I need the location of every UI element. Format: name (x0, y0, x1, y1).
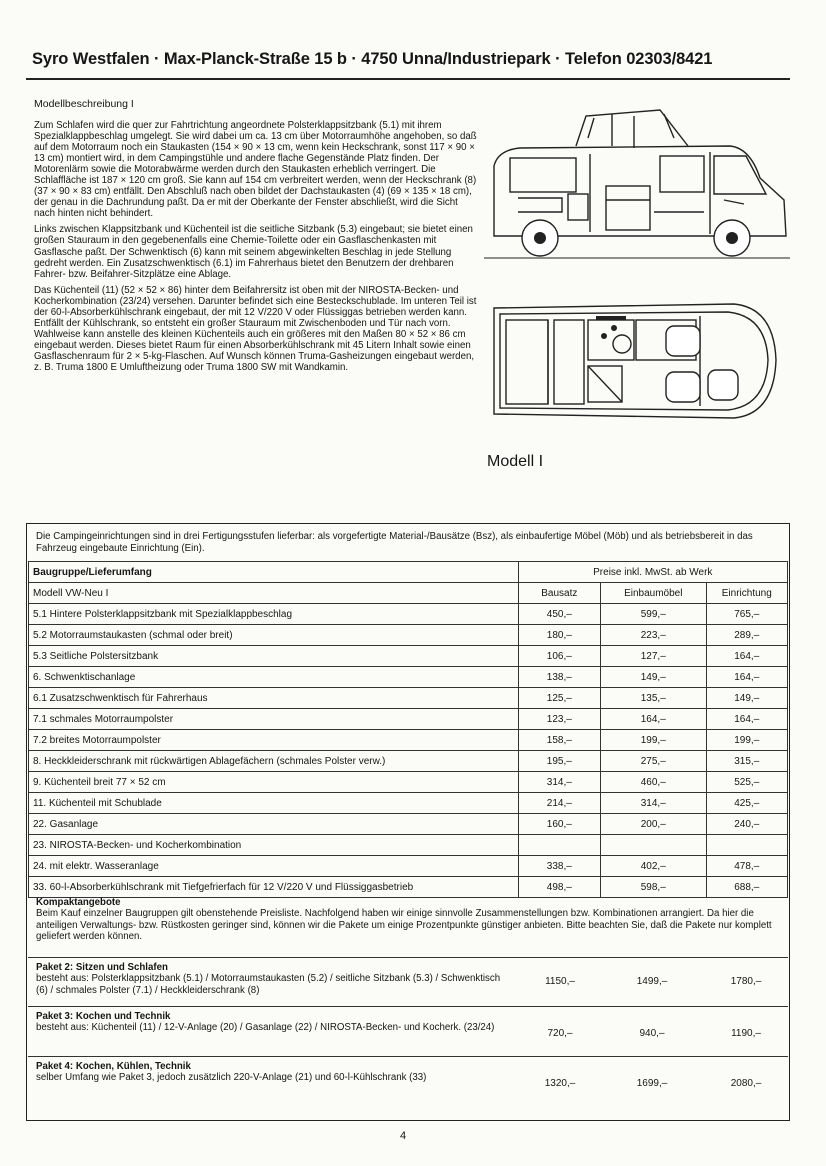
price-einrichtung: 240,– (706, 814, 787, 835)
package-price-einbaumoebel: 940,– (639, 1028, 665, 1039)
page-number: 4 (400, 1130, 407, 1142)
package-3 (36, 1011, 786, 1039)
price-einrichtung: 765,– (706, 604, 787, 625)
price-einrichtung: 315,– (706, 751, 787, 772)
item-cell: 22. Gasanlage (29, 814, 519, 835)
table-row (29, 730, 788, 751)
price-einbaumoebel: 599,– (601, 604, 707, 625)
price-einrichtung: 525,– (706, 772, 787, 793)
table-row (29, 751, 788, 772)
price-einrichtung: 478,– (706, 856, 787, 877)
price-bausatz: 125,– (518, 688, 600, 709)
table-row (29, 814, 788, 835)
price-einrichtung: 289,– (706, 625, 787, 646)
package-price-bausatz: 1150,– (545, 976, 575, 987)
table-row (29, 772, 788, 793)
price-einbaumoebel: 149,– (601, 667, 707, 688)
item-cell: 7.2 breites Motorraumpolster (29, 730, 519, 751)
paragraph: Links zwischen Klappsitzbank und Küchenteil ist die seitliche Sitzbank (5.3) eingebaut; sie bietet einen großen Stauraum in den gegebenenfalls eine Chemie-Toilette oder ein Gasflaschenkasten mit Gasflasche paßt. Der Schwenktisch (6) kann mit seinem abgewinkelten Beschlag in jede Stellung gedreht werden. Ein Zusatzschwenktisch (6.1) im Fahrerhaus bietet den Benutzern der drehbaren Fahrer- bzw. Beifahrer-Sitzplätze eine Ablage. (34, 224, 473, 280)
price-bausatz: 106,– (518, 646, 600, 667)
price-bausatz: 180,– (518, 625, 600, 646)
price-einrichtung (706, 835, 787, 856)
col-header-einbaumoebel: Einbaumöbel (601, 583, 707, 604)
price-einrichtung: 425,– (706, 793, 787, 814)
price-einrichtung: 149,– (706, 688, 787, 709)
price-einrichtung: 199,– (706, 730, 787, 751)
price-einbaumoebel: 275,– (601, 751, 707, 772)
intro-text: Die Campingeinrichtungen sind in drei Fertigungsstufen lieferbar: als vorgefertigte Material-/Bausätze (Bsz), als einbaufertige Möbel (Möb) und als betriebsbereit in das Fahrzeug eingebaute Einrichtung (Ein). (36, 531, 753, 554)
package-price-einrichtung: 1190,– (731, 1028, 761, 1039)
package-2 (36, 962, 786, 996)
table-row (29, 709, 788, 730)
compact-offers (36, 897, 786, 943)
table-header-row (29, 562, 788, 583)
item-cell: 5.2 Motorraumstaukasten (schmal oder breit) (29, 625, 519, 646)
package-price-bausatz: 1320,– (544, 1078, 576, 1089)
item-cell: 8. Heckkleiderschrank mit rückwärtigen Ablagefächern (schmales Polster verw.) (29, 751, 519, 772)
divider (28, 957, 788, 958)
package-desc: besteht aus: Polsterklappsitzbank (5.1) / Motorraumstaukasten (5.2) / seitliche Sitzbank (5.3) / Schwenktisch (6) / schmales Polster (7.1) / Heckkleiderschrank (8) (36, 973, 501, 996)
price-einbaumoebel: 223,– (601, 625, 707, 646)
item-cell: 6.1 Zusatzschwenktisch für Fahrerhaus (29, 688, 519, 709)
price-einrichtung: 164,– (706, 667, 787, 688)
item-cell: 33. 60-l-Absorberkühlschrank mit Tiefgefrierfach für 12 V/220 V und Flüssiggasbetrieb (29, 877, 519, 898)
header-rule (26, 78, 790, 80)
van-floor-plan-illustration (484, 296, 784, 426)
price-einbaumoebel (601, 835, 707, 856)
price-bausatz: 195,– (518, 751, 600, 772)
price-einbaumoebel: 314,– (601, 793, 707, 814)
package-price-einbaumoebel: 1499,– (636, 976, 668, 987)
table-row (29, 667, 788, 688)
package-desc: besteht aus: Küchenteil (11) / 12-V-Anlage (20) / Gasanlage (22) / NIROSTA-Becken- und Kocherk. (23/24) (36, 1022, 495, 1034)
paragraph: Das Küchenteil (11) (52 × 52 × 86) hinter dem Beifahrersitz ist oben mit der NIROSTA-Becken- und Kocherkombination (23/24) versehen. Darunter befindet sich eine Besteckschublade. Im unteren Teil ist der 60-l-Absorberkühlschrank eingebaut, der mit 12 V/220 V oder Flüssiggas betrieben werden kann. Entfällt der Kühlschrank, so entsteht ein großer Stauraum mit Zwischenboden und Tür nach vorn. Wahlweise kann anstelle des kleinen Küchenteils auch ein größeres mit den Maßen 80 × 52 × 86 cm eingebaut werden. Dieses bietet Raum für einen Absorberkühlschrank mit 45 Litern Inhalt sowie einen Gasflaschenraum für 2 × 5-kg-Flaschen. Auf Wunsch können Truma-Gasheizungen eingebaut werden, z. B. Truma 1800 E Umluftheizung oder Truma 1800 SW mit Wandkamin. (34, 284, 477, 373)
item-cell: 5.1 Hintere Polsterklappsitzbank mit Spezialklappbeschlag (29, 604, 519, 625)
table-row (29, 835, 788, 856)
section-label: Modellbeschreibung I (34, 98, 134, 110)
package-4 (36, 1061, 786, 1089)
price-einbaumoebel: 460,– (601, 772, 707, 793)
package-price-einrichtung: 2080,– (730, 1078, 762, 1089)
model-cell: Modell VW-Neu I (29, 583, 519, 604)
price-bausatz: 160,– (518, 814, 600, 835)
package-title: Paket 3: Kochen und Technik (36, 1011, 171, 1022)
table-row (29, 877, 788, 898)
package-desc: selber Umfang wie Paket 3, jedoch zusätzlich 220-V-Anlage (21) und 60-l-Kühlschrank (33) (36, 1072, 427, 1084)
col-header-einrichtung: Einrichtung (706, 583, 787, 604)
item-cell: 23. NIROSTA-Becken- und Kocherkombination (29, 835, 519, 856)
price-header: Preise inkl. MwSt. ab Werk (518, 562, 787, 583)
price-table (28, 561, 788, 898)
price-einbaumoebel: 135,– (601, 688, 707, 709)
package-price-bausatz: 720,– (547, 1028, 573, 1039)
table-row (29, 625, 788, 646)
price-bausatz: 214,– (518, 793, 600, 814)
price-einbaumoebel: 164,– (601, 709, 707, 730)
page-header: Syro Westfalen · Max-Planck-Straße 15 b · 4750 Unna/Industriepark · Telefon 02303/8421 (32, 50, 713, 68)
compact-text: Beim Kauf einzelner Baugruppen gilt obenstehende Preisliste. Nachfolgend haben wir einige sinnvolle Zusammenstellungen bzw. Kombinationen arrangiert. Da hier die anteiligen Verwaltungs- bzw. Rüstkosten geringer sind, können wir die Pakete um einige Prozentpunkte günstiger anbieten. Bitte beachten Sie, daß die Pakete nur komplett geliefert werden können. (36, 908, 772, 943)
price-bausatz: 314,– (518, 772, 600, 793)
package-price-einrichtung: 1780,– (730, 976, 762, 987)
price-einbaumoebel: 199,– (601, 730, 707, 751)
price-bausatz: 138,– (518, 667, 600, 688)
price-bausatz: 158,– (518, 730, 600, 751)
package-title: Paket 4: Kochen, Kühlen, Technik (36, 1061, 191, 1072)
table-subheader-row (29, 583, 788, 604)
item-cell: 11. Küchenteil mit Schublade (29, 793, 519, 814)
package-title: Paket 2: Sitzen und Schlafen (36, 962, 168, 973)
paragraph: Zum Schlafen wird die quer zur Fahrtrichtung angeordnete Polsterklappsitzbank (5.1) mit ihrem Spezialklappbeschlag umgelegt. Sie wird dabei um ca. 13 cm über Motorraumhöhe angehoben, so daß auf dem Motorraum noch ein Staukasten (154 × 90 × 13 cm, wenn kein Heckschrank, sonst 117 × 90 × 13 cm) montiert wird, in dem Campingstühle und andere flache Gegenstände Platz finden. Der Motorenlärm sowie die Motorabwärme werden durch den Staukasten erheblich verringert. Die Schlaffläche ist 187 × 120 cm groß. Sie kann auf 154 cm verbreitert werden, wenn der Heckschrank (8) (37 × 90 × 83 cm) entfällt. Den Abschluß nach oben bildet der Dachstaukasten (4) (69 × 135 × 18 cm), der genau in die Dachrundung paßt. Da er mit der Oberkante der Fenster abschließt, wird die Sicht nach hinten nicht behindert. (34, 120, 477, 220)
price-einbaumoebel: 127,– (601, 646, 707, 667)
divider (28, 1006, 788, 1007)
price-bausatz: 123,– (518, 709, 600, 730)
table-row (29, 856, 788, 877)
table-row (29, 604, 788, 625)
item-cell: 5.3 Seitliche Polstersitzbank (29, 646, 519, 667)
group-header: Baugruppe/Lieferumfang (29, 562, 519, 583)
price-einrichtung: 164,– (706, 646, 787, 667)
item-cell: 6. Schwenktischanlage (29, 667, 519, 688)
price-einrichtung: 688,– (706, 877, 787, 898)
price-bausatz: 338,– (518, 856, 600, 877)
model-description (34, 120, 480, 378)
price-bausatz: 498,– (518, 877, 600, 898)
compact-title: Kompaktangebote (36, 897, 121, 908)
item-cell: 7.1 schmales Motorraumpolster (29, 709, 519, 730)
col-header-bausatz: Bausatz (518, 583, 600, 604)
price-bausatz (518, 835, 600, 856)
price-einrichtung: 164,– (706, 709, 787, 730)
table-row (29, 793, 788, 814)
table-row (29, 646, 788, 667)
price-einbaumoebel: 200,– (601, 814, 707, 835)
model-label: Modell I (487, 453, 544, 470)
package-price-einbaumoebel: 1699,– (636, 1078, 668, 1089)
table-row (29, 688, 788, 709)
price-bausatz: 450,– (518, 604, 600, 625)
price-einbaumoebel: 402,– (601, 856, 707, 877)
divider (28, 1056, 788, 1057)
price-einbaumoebel: 598,– (601, 877, 707, 898)
item-cell: 9. Küchenteil breit 77 × 52 cm (29, 772, 519, 793)
van-side-view-illustration (484, 108, 790, 268)
item-cell: 24. mit elektr. Wasseranlage (29, 856, 519, 877)
